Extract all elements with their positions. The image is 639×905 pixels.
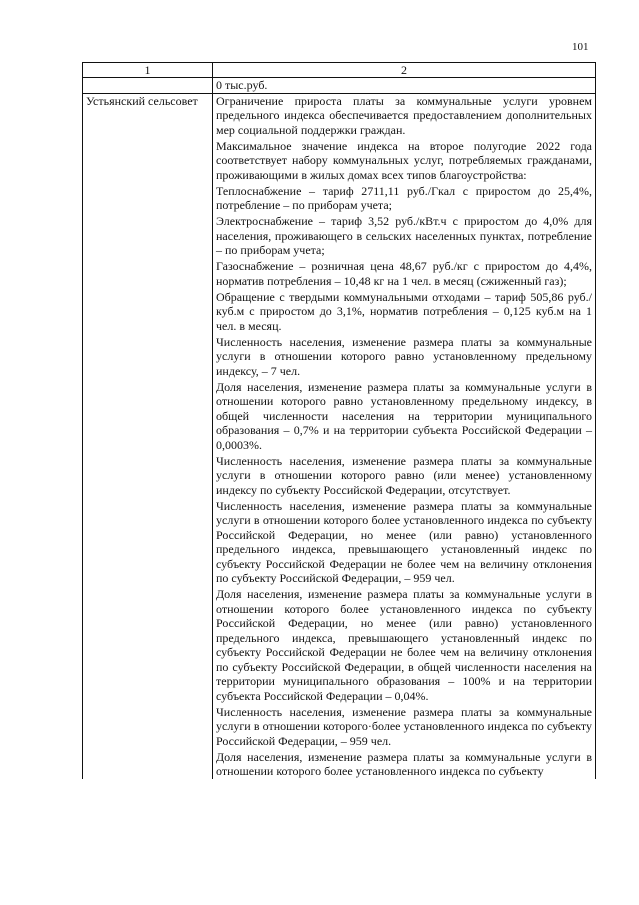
paragraph: Доля населения, изменение размера платы за коммунальные услуги в отношении которого равно установленному предельному индексу, в общей численности населения на территории муниципального образования – 0,7% и на территории субъекта Российской Федерации – 0,0003%. <box>216 379 592 452</box>
paragraph: Численность населения, изменение размера платы за коммунальные услуги в отношении которого более установленного индекса по субъекту Российской Федерации, но менее (или равно) установленного предельного индекса, превышающего установленный индекс по субъекту Российской Федерации не более чем на величину отклонения по субъекту Российской Федерации, – 959 чел. <box>216 498 592 585</box>
paragraph: Ограничение прироста платы за коммунальные услуги уровнем предельного индекса обеспечивается предоставлением дополнительных мер социальной поддержки граждан. <box>216 93 592 137</box>
header-col-2: 2 <box>213 63 596 78</box>
paragraph: Газоснабжение – розничная цена 48,67 руб./кг с приростом до 4,4%, норматив потребления – 10,48 кг на 1 чел. в месяц (сжиженный газ); <box>216 259 592 288</box>
page-number: 101 <box>572 41 589 53</box>
municipality-description <box>213 93 596 779</box>
paragraph: Численность населения, изменение размера платы за коммунальные услуги в отношении которого равно (или менее) установленному индексу по субъекту Российской Федерации, отсутствует. <box>216 453 592 497</box>
paragraph: Доля населения, изменение размера платы за коммунальные услуги в отношении которого более установленного индекса по субъекту <box>216 749 592 778</box>
table-header-row <box>83 63 596 78</box>
continuation-row <box>83 78 596 94</box>
municipality-row <box>83 93 596 779</box>
paragraph: Теплоснабжение – тариф 2711,11 руб./Гкал с приростом до 25,4%, потребление – по приборам учета; <box>216 183 592 212</box>
paragraph: Электроснабжение – тариф 3,52 руб./кВт.ч с приростом до 4,0% для населения, проживающего в сельских населенных пунктах, потребление – по приборам учета; <box>216 214 592 257</box>
continuation-empty-cell <box>83 78 213 94</box>
paragraph: Численность населения, изменение размера платы за коммунальные услуги в отношении которого·более установленного индекса по субъекту Российской Федерации, – 959 чел. <box>216 704 592 748</box>
continuation-cell: 0 тыс.руб. <box>213 78 596 94</box>
paragraph: Доля населения, изменение размера платы за коммунальные услуги в отношении которого более установленного индекса по субъекту Российской Федерации, но менее (или равно) установленного предельного индекса, превышающего установленный индекс по субъекту Российской Федерации не более чем на величину отклонения по субъекту Российской Федерации, в общей численности населения на территории муниципального образования – 100% и на территории субъекта Российской Федерации – 0,04%. <box>216 587 592 703</box>
document-table <box>82 62 596 779</box>
paragraph: Обращение с твердыми коммунальными отходами – тариф 505,86 руб./куб.м с приростом до 3,1%, норматив потребления – 0,125 куб.м на 1 чел. в месяц. <box>216 289 592 333</box>
paragraph: Численность населения, изменение размера платы за коммунальные услуги в отношении которого равно установленному предельному индексу, – 7 чел. <box>216 334 592 378</box>
paragraph: Максимальное значение индекса на второе полугодие 2022 года соответствует набору коммунальных услуг, потребляемых гражданами, проживающими в жилых домах всех типов благоустройства: <box>216 138 592 182</box>
municipality-name: Устьянский сельсовет <box>83 93 213 779</box>
header-col-1: 1 <box>83 63 213 78</box>
